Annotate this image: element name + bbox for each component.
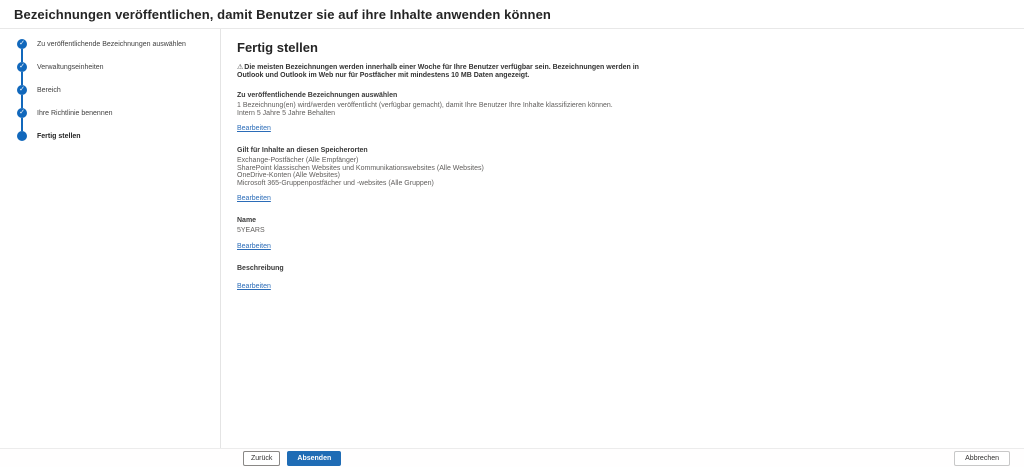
wizard-steps-sidebar: [0, 29, 221, 448]
submit-button[interactable]: Absenden: [287, 451, 341, 466]
section-line: Microsoft 365-Gruppenpostfächer und -websites (Alle Gruppen): [237, 179, 434, 187]
wizard-step-label: Fertig stellen: [37, 132, 81, 140]
section-title: Gilt für Inhalte an diesen Speicherorten: [237, 147, 368, 154]
wizard-step-1[interactable]: [0, 39, 220, 49]
summary-sections: [237, 92, 1004, 293]
wizard-step-label: Zu veröffentlichende Bezeichnungen auswählen: [37, 40, 186, 48]
warning-text: Die meisten Bezeichnungen werden innerhalb einer Woche für Ihre Benutzer verfügbar sein. Bezeichnungen werden in Outlook und Outlook im Web nur für Postfächer mit mindestens 10 MB Daten angezeigt.: [237, 64, 639, 79]
section-line: 1 Bezeichnung(en) wird/werden veröffentlicht (verfügbar gemacht), damit Ihre Benutzer Ihre Inhalte klassifizieren können.: [237, 102, 613, 109]
warning-note: [237, 64, 641, 80]
edit-link[interactable]: Bearbeiten: [237, 242, 271, 250]
step-connector-line: [21, 95, 23, 108]
step-connector-line: [21, 49, 23, 62]
section-line: SharePoint klassischen Websites und Kommunikationswebsites (Alle Websites): [237, 164, 484, 172]
step-completed-check-icon: ✓: [17, 62, 27, 72]
footer-left-actions: [243, 451, 341, 466]
summary-section: [237, 147, 1004, 205]
summary-section: [237, 265, 1004, 293]
summary-section: [237, 217, 1004, 253]
step-completed-check-icon: ✓: [17, 108, 27, 118]
section-line: OneDrive-Konten (Alle Websites): [237, 172, 340, 179]
edit-link[interactable]: Bearbeiten: [237, 195, 271, 202]
section-title: Zu veröffentlichende Bezeichnungen auswählen: [237, 92, 398, 99]
page-header: [0, 0, 1024, 29]
wizard-step-4[interactable]: [0, 108, 220, 118]
wizard-step-2[interactable]: [0, 62, 220, 72]
page-body: [0, 29, 1024, 448]
step-connector-line: [21, 72, 23, 85]
step-connector-line: [21, 118, 23, 131]
edit-link[interactable]: Bearbeiten: [237, 125, 271, 132]
edit-link[interactable]: Bearbeiten: [237, 282, 271, 290]
wizard-step-label: Bereich: [37, 86, 61, 94]
step-completed-check-icon: ✓: [17, 39, 27, 49]
section-title: Name: [237, 217, 257, 224]
wizard-step-3[interactable]: [0, 85, 220, 95]
step-completed-check-icon: ✓: [17, 85, 27, 95]
footer-bar: [0, 448, 1024, 467]
page-title: Bezeichnungen veröffentlichen, damit Benutzer sie auf ihre Inhalte anwenden können: [14, 6, 551, 22]
section-line: Intern 5 Jahre 5 Jahre Behalten: [237, 109, 336, 117]
section-line: 5YEARS: [237, 227, 265, 234]
wizard-step-5[interactable]: [0, 131, 220, 141]
cancel-button[interactable]: Abbrechen: [954, 451, 1010, 466]
section-line: Exchange-Postfächer (Alle Empfänger): [237, 157, 359, 164]
warning-icon: ⚠: [237, 64, 244, 71]
section-title: Beschreibung: [237, 264, 284, 272]
wizard-steps-list: [0, 39, 220, 141]
summary-section: [237, 92, 1004, 135]
main-content: [221, 29, 1024, 448]
back-button[interactable]: Zurück: [243, 451, 280, 466]
step-heading: Fertig stellen: [237, 40, 318, 55]
wizard-step-label: Verwaltungseinheiten: [37, 63, 104, 71]
wizard-step-label: Ihre Richtlinie benennen: [37, 109, 113, 117]
step-active-dot-icon: [17, 131, 27, 141]
